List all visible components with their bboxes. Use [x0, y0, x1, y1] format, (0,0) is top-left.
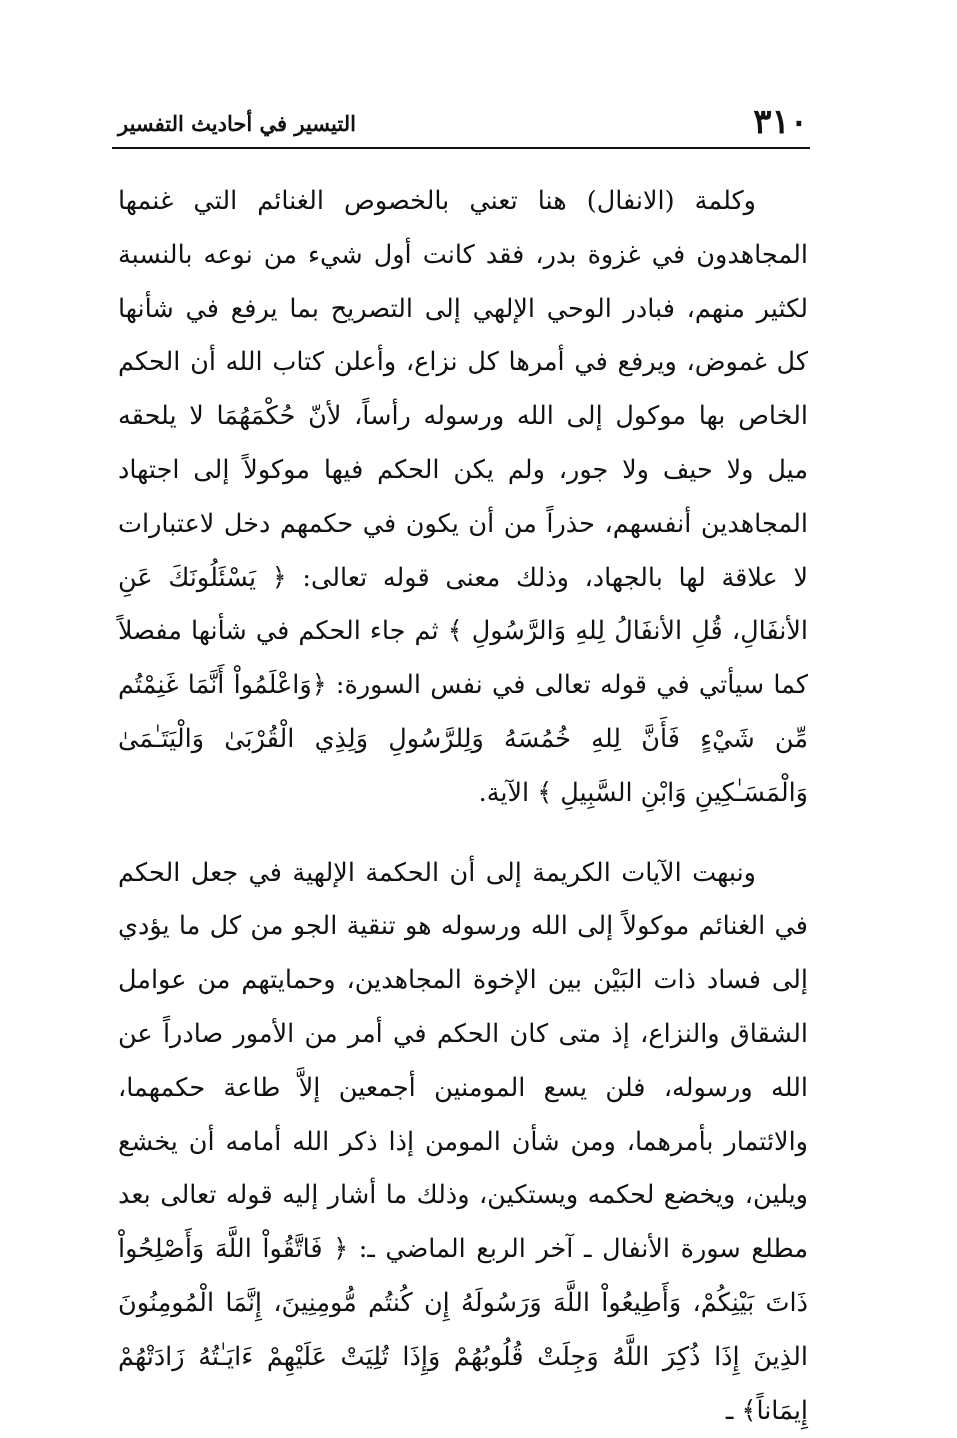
running-title: التيسير في أحاديث التفسير: [118, 111, 356, 136]
paragraph-2: ونبهت الآيات الكريمة إلى أن الحكمة الإلهية في جعل الحكم في الغنائم موكولاً إلى الله ورسوله هو تنقية الجو من كل ما يؤدي إلى فساد ذات البَيْن بين الإخوة المجاهدين، وحمايتهم من عوامل الشقاق والنزاع، إذ متى كان الحكم في أمر من الأمور صادراً عن الله ورسوله، فلن يسع المومنين أجمعين إلاَّ طاعة حكمهما، والائتمار بأمرهما، ومن شأن المومن إذا ذكر الله أمامه أن يخشع ويلين، ويخضع لحكمه ويستكين، وذلك ما أشار إليه قوله تعالى بعد مطلع سورة الأنفال ـ آخر الربع الماضي ـ: ﴿ فَاتَّقُواْ اللَّهَ وَأَصْلِحُواْ ذَاتَ بَيْنِكُمْ، وَأَطِيعُواْ اللَّهَ وَرَسُولَهُ إِن كُنتُم مُّومِنِينَ، إِنَّمَا الْمُومِنُونَ الذِينَ إِذَا ذُكِرَ اللَّهُ وَجِلَتْ قُلُوبُهُمْ وَإِذَا تُلِيَتْ عَلَيْهِمْ ءَايَـٰتُهُ زَادَتْهُمْ إِيمَاناً﴾ ـ: [118, 857, 808, 1426]
paragraph-1: وكلمة (الانفال) هنا تعني بالخصوص الغنائم التي غنمها المجاهدون في غزوة بدر، فقد كانت أول شيء من نوعه بالنسبة لكثير منهم، فبادر الوحي الإلهي إلى التصريح بما يرفع في شأنها كل غموض، ويرفع في أمرها كل نزاع، وأعلن كتاب الله أن الحكم الخاص بها موكول إلى الله ورسوله رأساً، لأنّ حُكْمَهُمَا لا يلحقه ميل ولا حيف ولا جور، ولم يكن الحكم فيها موكولاً إلى اجتهاد المجاهدين أنفسهم، حذراً من أن يكون في حكمهم دخل لاعتبارات لا علاقة لها بالجهاد، وذلك معنى قوله تعالى: ﴿ يَسْئَلُونَكَ عَنِ الأنفَالِ، قُلِ الأنفَالُ لِلهِ وَالرَّسُولِ ﴾ ثم جاء الحكم في شأنها مفصلاً كما سيأتي في قوله تعالى في نفس السورة: ﴿وَاعْلَمُواْ أَنَّمَا غَنِمْتُم مِّن شَيْءٍ فَأَنَّ لِلهِ خُمُسَهُ وَلِلرَّسُولِ وَلِذِي الْقُرْبَىٰ وَالْيَتَـٰمَىٰ وَالْمَسَـٰكِينِ وَابْنِ السَّبِيلِ ﴾ الآية.: [118, 186, 808, 808]
page-header: [118, 100, 808, 150]
page-number: ٣١٠: [753, 102, 808, 142]
body-text: [118, 175, 808, 1438]
header-divider: [112, 147, 810, 149]
